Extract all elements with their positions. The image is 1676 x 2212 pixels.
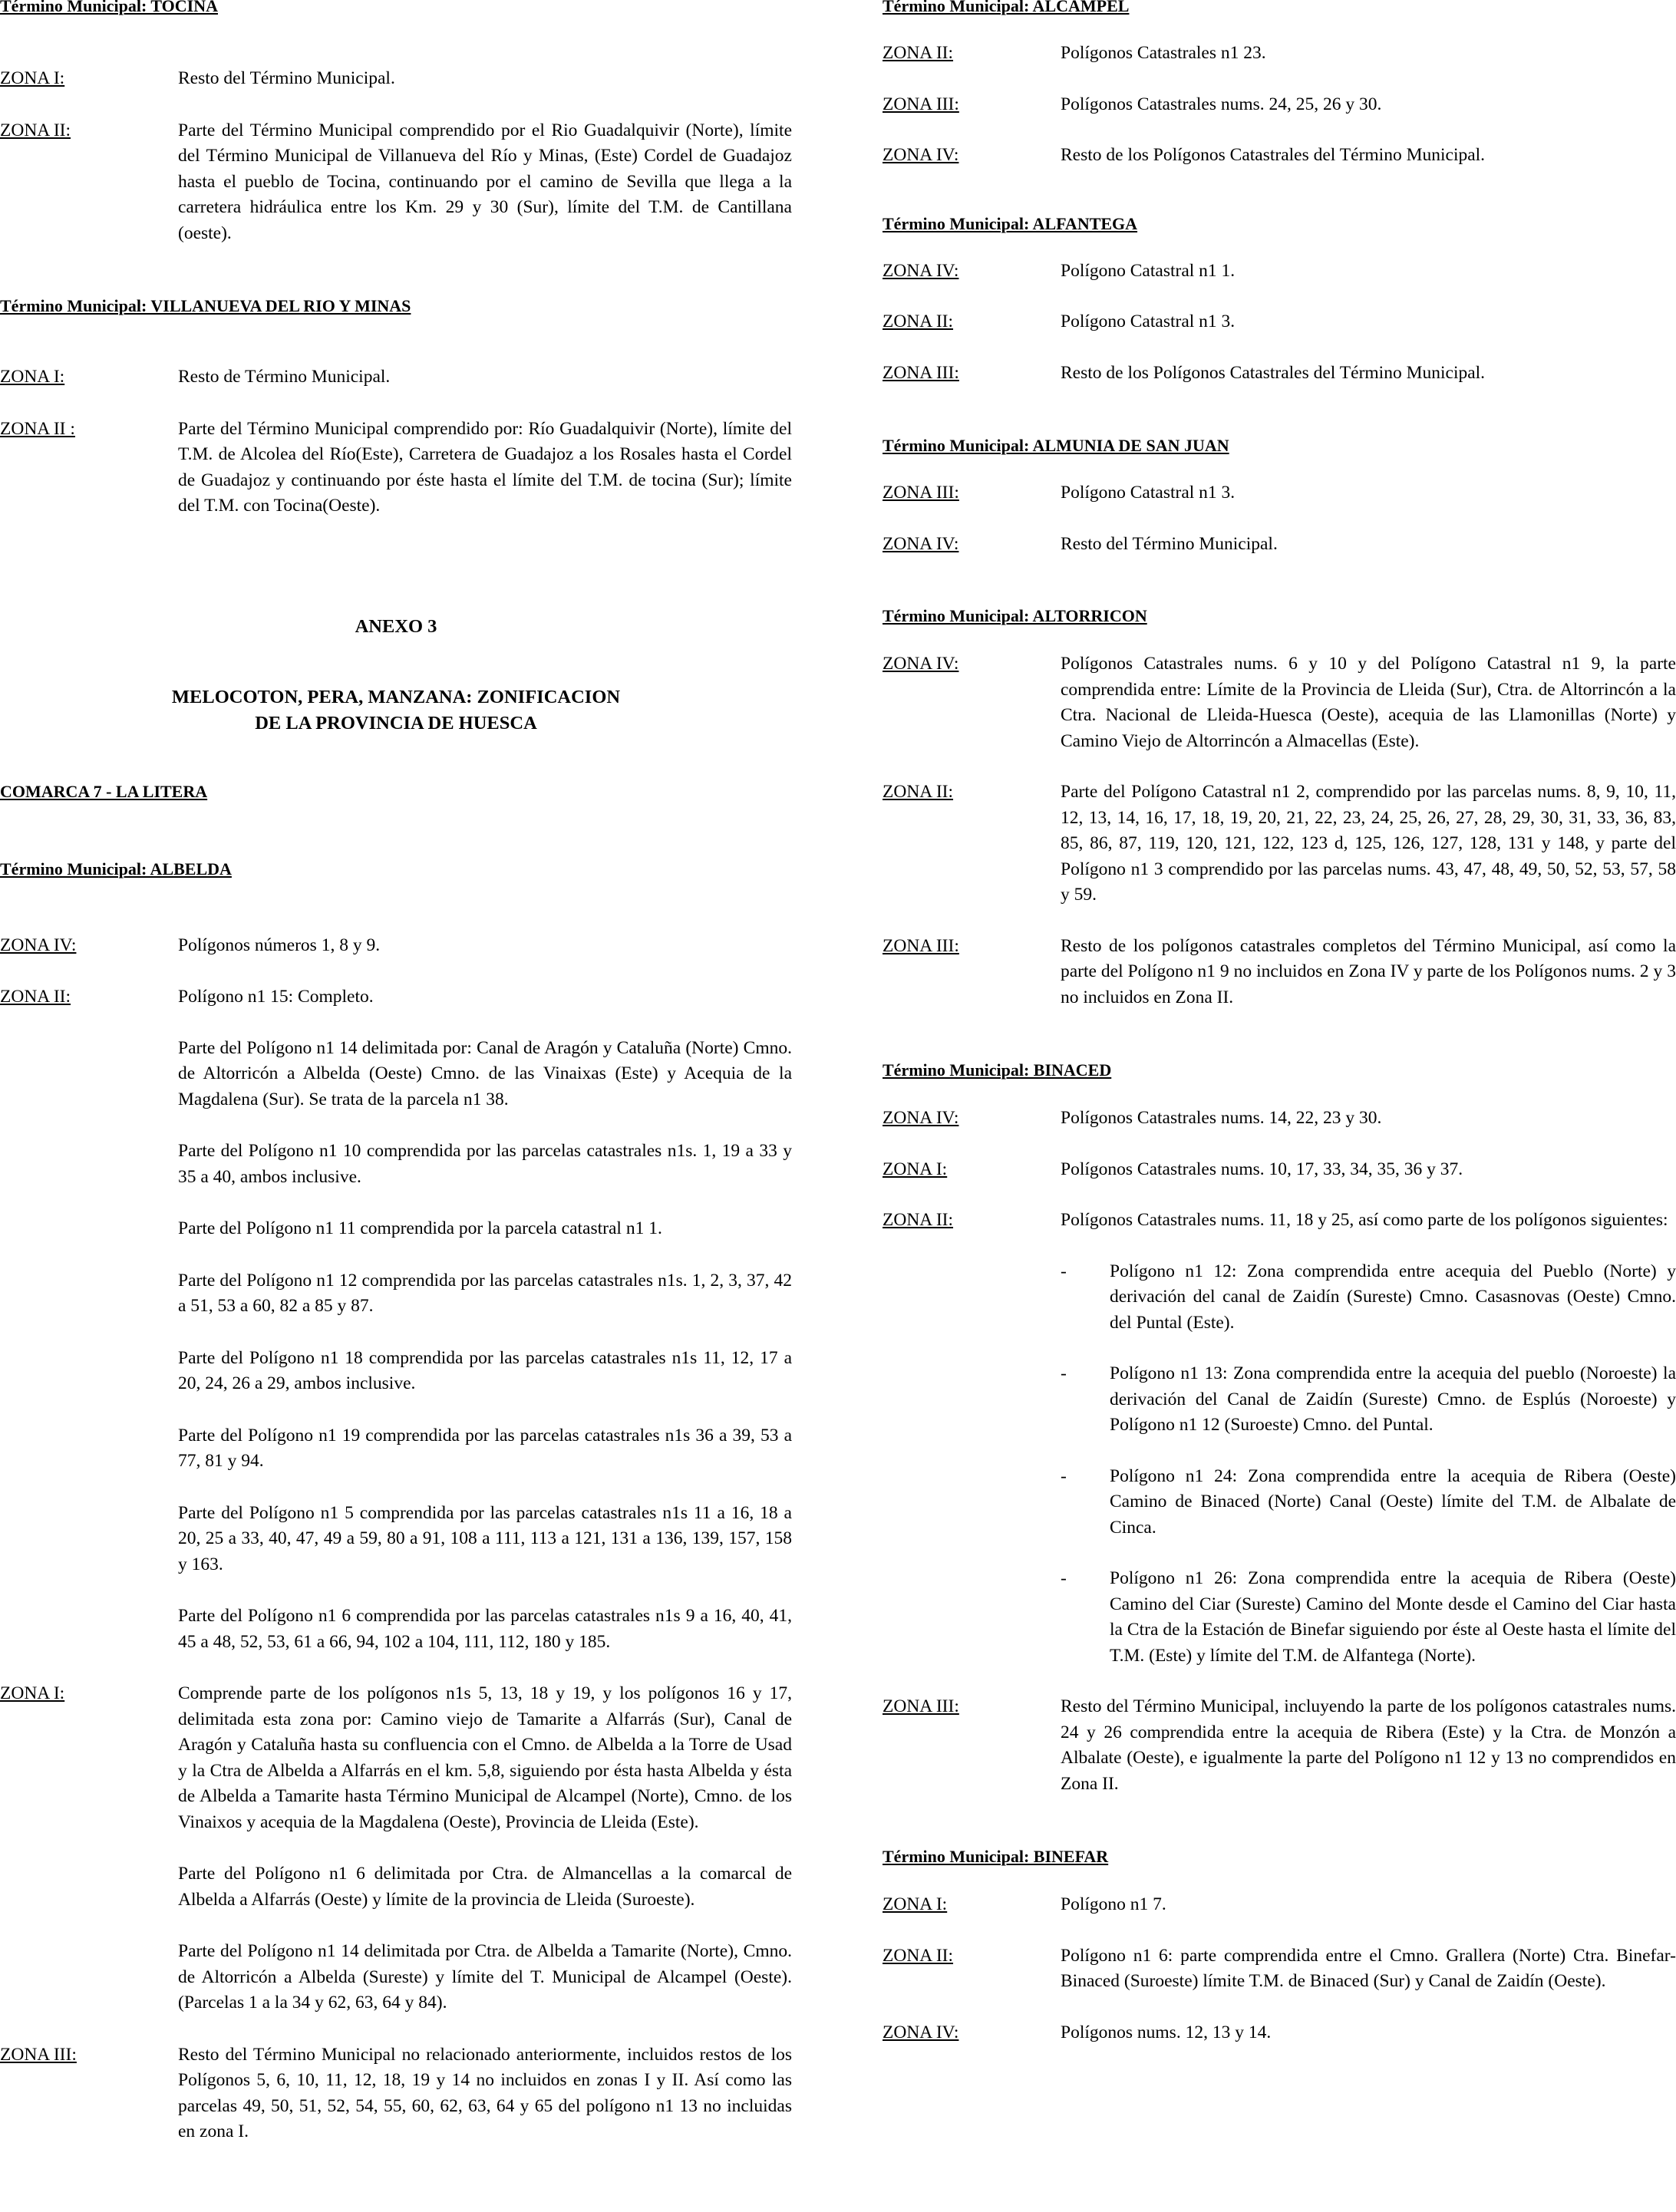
zone-row [883,41,1676,67]
section-title-altorricon: Término Municipal: ALTORRICON [883,606,1147,625]
zone-label: ZONA IV: [883,654,959,674]
paragraph: Parte del Polígono n1 19 comprendida por las parcelas catastrales n1s 36 a 39, 53 a 77, 81 y 94. [178,1425,792,1471]
right-column [883,0,1676,2046]
zone-label: ZONA IV: [883,1108,959,1128]
paragraph: Parte del Polígono n1 5 comprendida por las parcelas catastrales n1s 11 a 16, 18 a 20, 25 a 33, 40, 47, 49 a 59, 80 a 91, 108 a 111, 113 a 121, 131 a 136, 139, 157, 158 y 163. [178,1502,792,1574]
zone-row [883,480,1676,506]
main-heading-line-1: MELOCOTON, PERA, MANZANA: ZONIFICACION [171,686,621,707]
zone-row [883,651,1676,754]
zone-row [0,1681,792,1835]
dash-marker: - [1061,1363,1067,1383]
zone-text: Resto del Término Municipal. [178,68,395,88]
comarca-title: COMARCA 7 - LA LITERA [0,781,208,801]
zone-row [883,92,1676,118]
main-heading-line-2: DE LA PROVINCIA DE HUESCA [255,712,537,733]
zone-row [0,417,792,519]
zone-row [0,66,792,92]
zone-text: Comprende parte de los polígonos n1s 5, 13, 18 y 19, y los polígonos 16 y 17, delimitada esta zona por: Camino viejo de Tamarite a Alfarrás (Sur), Canal de Aragón y Cataluña hasta su confluencia con el Cmno. de Albelda a la Torre de Usad y la Ctra de Albelda a Alfarrás en el km. 5,8, siguiendo por ésta hasta Albelda y ésta de Albelda a Tamarite hasta Término Municipal de Alcampel (Norte), Cmno. de los Vinaixos y acequia de la Magdalena (Oeste), Provincia de Lleida (Este). [178,1683,792,1832]
zone-label: ZONA II: [883,1210,954,1230]
zone-text: Parte del Polígono Catastral n1 2, comprendido por las parcelas nums. 8, 9, 10, 11, 12, 13, 14, 16, 17, 18, 19, 20, 21, 22, 23, 24, 25, 26, 27, 28, 29, 30, 31, 33, 36, 83, 85, 86, 87, 119, 120, 121, 122, 123 d, 125, 126, 127, 128, 131 y 148, y parte del Polígono n1 3 comprendido por las parcelas nums. 43, 47, 48, 49, 50, 52, 53, 57, 58 y 59. [1061,782,1676,905]
zone-row [883,361,1676,387]
zone-label: ZONA II: [883,782,954,802]
paragraph: Parte del Polígono n1 6 comprendida por las parcelas catastrales n1s 9 a 16, 40, 41, 45 a 48, 52, 53, 61 a 66, 94, 102 a 104, 111, 112, 180 y 185. [178,1606,792,1652]
zone-label: ZONA III: [883,362,959,383]
zone-text: Resto del Término Municipal no relacionado anteriormente, incluidos restos de los Polígonos 5, 6, 10, 11, 12, 18, 19 y 14 no incluidos en zonas I y II. Así como las parcelas 49, 50, 51, 52, 54, 55, 60, 62, 63, 64 y 65 del polígono n1 13 no incluidas en zona I. [178,2044,792,2141]
zone-label: ZONA IV: [883,2022,959,2042]
zone-text: Polígonos Catastrales nums. 10, 17, 33, 34, 35, 36 y 37. [1061,1159,1463,1179]
zone-label: ZONA II: [883,43,954,63]
zone-row [883,1106,1676,1132]
zone-row [883,1694,1676,1797]
paragraph: Parte del Polígono n1 6 delimitada por Ctra. de Almancellas a la comarcal de Albelda a Alfarrás (Oeste) y límite de la provincia de Lleida (Suroeste). [178,1864,792,1910]
section-title-tocina: Término Municipal: TOCINA [0,0,218,15]
zone-row [0,984,792,1010]
zone-text: Polígono n1 6: parte comprendida entre el Cmno. Grallera (Norte) Ctra. Binefar-Binaced (Suroeste) límite T.M. de Binaced (Sur) y Canal de Zaidín (Oeste). [1061,1945,1676,1991]
zone-row [883,309,1676,335]
section-title-villanueva: Término Municipal: VILLANUEVA DEL RIO Y MINAS [0,296,411,315]
zone-label: ZONA II: [0,987,71,1007]
zone-row [883,259,1676,285]
paragraph: Parte del Polígono n1 14 delimitada por Ctra. de Albelda a Tamarite (Norte), Cmno. de Altorricón a Albelda (Sureste) y límite del T. Municipal de Alcampel (Oeste). (Parcelas 1 a la 34 y 62, 63, 64 y 84). [178,1941,792,2013]
left-column [0,0,792,2145]
zone-text: Resto de los Polígonos Catastrales del Término Municipal. [1061,145,1486,165]
zone-row [883,532,1676,558]
bullet-item [1061,1566,1676,1669]
section-title-albelda: Término Municipal: ALBELDA [0,859,232,879]
bullet-text: Polígono n1 26: Zona comprendida entre la acequia de Ribera (Oeste) Camino del Ciar (Sureste) Camino del Monte desde el Camino del Ciar hasta la Ctra de la Estación de Binefar siguiendo por éste al Oeste hasta el límite del T.M. (Este) y límite del T.M. de Alfantega (Norte). [1110,1568,1676,1666]
zone-text: Parte del Término Municipal comprendido por: Río Guadalquivir (Norte), límite del T.M. de Alcolea del Río(Este), Carretera de Guadajoz a los Rosales hasta el Cordel de Guadajoz y continuando por éste hasta el límite del T.M. de tocina (Sur); límite del T.M. con Tocina(Oeste). [178,418,792,516]
zone-text: Polígono n1 7. [1061,1894,1166,1914]
zone-text: Resto de los polígonos catastrales completos del Término Municipal, así como la parte del Polígono n1 9 no incluidos en Zona IV y parte de los Polígonos nums. 2 y 3 no incluidos en Zona II. [1061,935,1676,1007]
paragraph: Parte del Polígono n1 10 comprendida por las parcelas catastrales n1s. 1, 19 a 33 y 35 a 40, ambos inclusive. [178,1141,792,1187]
section-title-alcampel: Término Municipal: ALCAMPEL [883,0,1130,15]
zone-row [883,780,1676,908]
zone-row [0,933,792,959]
zone-text: Polígono Catastral n1 1. [1061,260,1236,281]
zone-label: ZONA I: [883,1894,948,1914]
zone-label: ZONA IV: [883,260,959,281]
zone-label: ZONA I: [0,68,65,88]
zone-label: ZONA III: [0,2044,77,2065]
section-title-binefar: Término Municipal: BINEFAR [883,1847,1109,1866]
zone-label: ZONA I: [883,1159,948,1179]
zone-row [883,143,1676,169]
zone-text: Polígono Catastral n1 3. [1061,483,1236,503]
zone-row [883,934,1676,1011]
dash-marker: - [1061,1261,1067,1281]
zone-text: Polígonos Catastrales nums. 6 y 10 y del Polígono Catastral n1 9, la parte comprendida entre: Límite de la Provincia de Lleida (Sur), Ctra. de Altorrincón a la Ctra. Nacional de Lleida-Huesca (Oeste), acequia de las Llamonillas (Norte) y Camino Viejo de Altorrincón a Almacellas (Este). [1061,654,1676,751]
zone-label: ZONA IV: [883,533,959,554]
zone-label: ZONA II : [0,418,75,439]
paragraph: Parte del Polígono n1 11 comprendida por la parcela catastral n1 1. [178,1218,662,1238]
section-title-binaced: Término Municipal: BINACED [883,1060,1112,1080]
dash-marker: - [1061,1568,1067,1588]
zone-row [883,1892,1676,1918]
zone-text: Polígonos números 1, 8 y 9. [178,935,381,955]
zone-text: Polígono n1 15: Completo. [178,987,374,1007]
bullet-item [1061,1361,1676,1439]
annex-title: ANEXO 3 [355,615,437,637]
zone-text: Polígonos Catastrales n1 23. [1061,43,1266,63]
zone-text: Polígonos Catastrales nums. 14, 22, 23 y 30. [1061,1108,1382,1128]
zone-label: ZONA I: [0,1683,65,1703]
zone-text: Parte del Término Municipal comprendido por el Rio Guadalquivir (Norte), límite del Término Municipal de Villanueva del Río y Minas, (Este) Cordel de Guadajoz hasta el pueblo de Tocina, continuando por el camino de Sevilla que llega a la carretera hidráulica entre los Km. 29 y 30 (Sur), límite del T.M. de Cantillana (oeste). [178,120,792,243]
bullet-text: Polígono n1 12: Zona comprendida entre acequia del Pueblo (Norte) y derivación del canal de Zaidín (Sureste) Cmno. Casasnovas (Oeste) Cmno. del Puntal (Este). [1110,1261,1676,1333]
zone-text: Polígono Catastral n1 3. [1061,312,1236,331]
zone-text: Resto del Término Municipal, incluyendo la parte de los polígonos catastrales nums. 24 y 26 comprendida entre la acequia de Ribera (Este) y la Ctra. de Monzón a Albalate (Oeste), e igualmente la parte del Polígono n1 12 y 13 no comprendidos en Zona II. [1061,1696,1676,1794]
bullet-item [1061,1259,1676,1337]
zone-label: ZONA IV: [883,145,959,165]
zone-text: Resto de los Polígonos Catastrales del Término Municipal. [1061,362,1486,383]
zone-text: Polígonos nums. 12, 13 y 14. [1061,2022,1272,2042]
zone-label: ZONA II: [883,1945,954,1966]
paragraph: Parte del Polígono n1 18 comprendida por las parcelas catastrales n1s 11, 12, 17 a 20, 24, 26 a 29, ambos inclusive. [178,1347,792,1393]
paragraph: Parte del Polígono n1 12 comprendida por las parcelas catastrales n1s. 1, 2, 3, 37, 42 a 51, 53 a 60, 82 a 85 y 87. [178,1270,792,1316]
zone-text: Polígonos Catastrales nums. 24, 25, 26 y 30. [1061,94,1382,114]
zone-text: Polígonos Catastrales nums. 11, 18 y 25, así como parte de los polígonos siguientes: [1061,1210,1668,1230]
section-title-almunia: Término Municipal: ALMUNIA DE SAN JUAN [883,436,1229,455]
zone-label: ZONA III: [883,935,959,956]
zone-label: ZONA III: [883,1696,959,1716]
zone-row [0,2042,792,2145]
zone-row [883,1157,1676,1183]
zone-label: ZONA III: [883,483,959,503]
bullet-text: Polígono n1 24: Zona comprendida entre la acequia de Ribera (Oeste) Camino de Binaced (Norte) Canal (Oeste) límite del T.M. de Albalate de Cinca. [1110,1465,1676,1538]
zone-label: ZONA III: [883,94,959,114]
zone-text: Resto del Término Municipal. [1061,533,1278,554]
paragraph: Parte del Polígono n1 14 delimitada por: Canal de Aragón y Cataluña (Norte) Cmno. de Altorricón a Albelda (Oeste) Cmno. de las Vinaixas (Este) y Acequia de la Magdalena (Sur). Se trata de la parcela n1 38. [178,1037,792,1109]
bullet-text: Polígono n1 13: Zona comprendida entre la acequia del pueblo (Noroeste) la derivación del Canal de Zaidín (Sureste) Cmno. de Esplús (Noroeste) y Polígono n1 12 (Suroeste) Cmno. del Puntal. [1110,1363,1676,1435]
zone-row [0,364,792,391]
bullet-item [1061,1464,1676,1541]
zone-row [0,118,792,247]
zone-row [883,2020,1676,2046]
zone-row [883,1208,1676,1234]
zone-label: ZONA II: [0,120,71,140]
dash-marker: - [1061,1465,1067,1486]
zone-text: Resto de Término Municipal. [178,367,391,387]
zone-row [883,1943,1676,1995]
zone-label: ZONA II: [883,312,954,331]
zone-label: ZONA IV: [0,935,77,955]
section-title-alfantega: Término Municipal: ALFANTEGA [883,213,1138,233]
zone-label: ZONA I: [0,367,65,387]
